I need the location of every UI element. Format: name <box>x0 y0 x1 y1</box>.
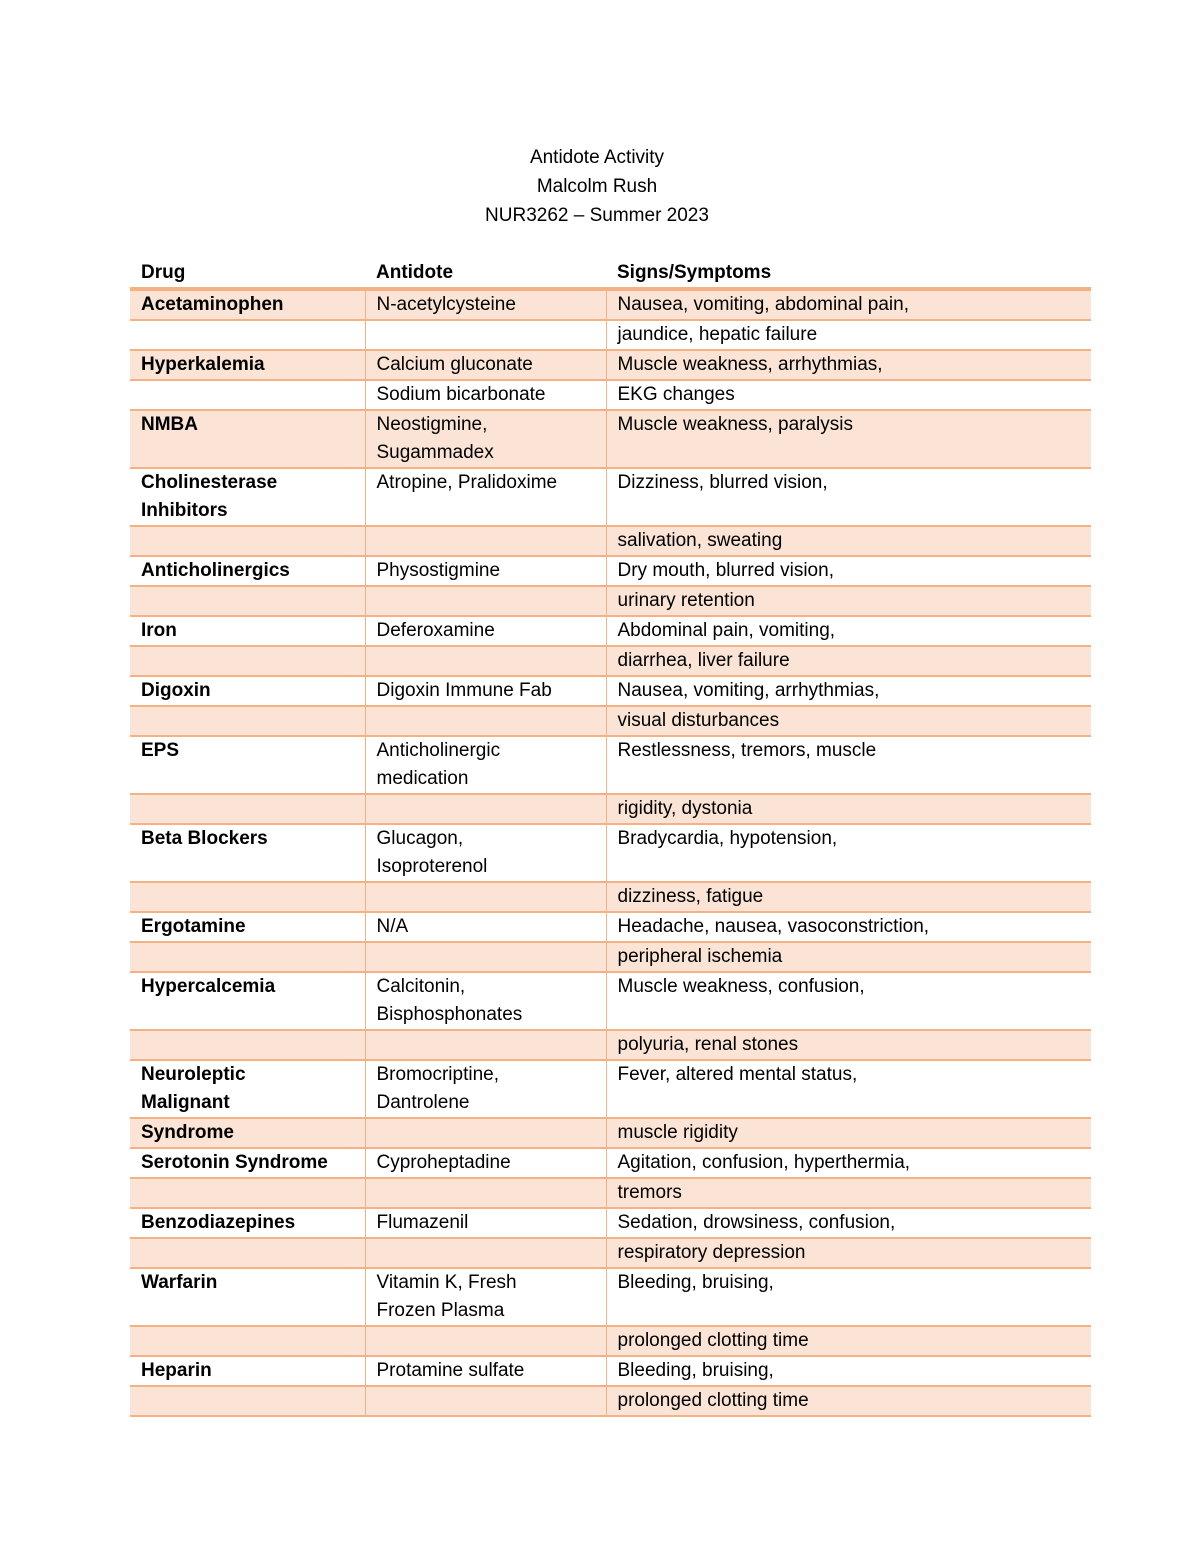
antidote-cell-line: N/A <box>376 916 409 937</box>
signs-cell-line: peripheral ischemia <box>617 946 783 967</box>
antidote-cell-line: Sugammadex <box>376 442 494 463</box>
signs-cell-line: dizziness, fatigue <box>617 886 764 907</box>
signs-cell <box>606 556 1091 586</box>
table-row <box>130 1178 1091 1208</box>
drug-cell <box>130 526 365 556</box>
signs-cell <box>606 1208 1091 1238</box>
antidote-cell <box>365 556 606 586</box>
drug-cell-line: Iron <box>141 620 177 641</box>
signs-cell <box>606 1118 1091 1148</box>
antidote-cell <box>365 586 606 616</box>
drug-cell <box>130 882 365 912</box>
signs-cell <box>606 320 1091 350</box>
signs-cell <box>606 289 1091 320</box>
antidote-cell <box>365 676 606 706</box>
signs-cell-line: Abdominal pain, vomiting, <box>617 620 836 641</box>
drug-cell <box>130 1178 365 1208</box>
signs-cell-line: Bradycardia, hypotension, <box>617 828 838 849</box>
table-row <box>130 1326 1091 1356</box>
document-heading <box>0 143 1194 230</box>
signs-cell-line: urinary retention <box>617 590 755 611</box>
signs-cell <box>606 972 1091 1030</box>
antidote-cell <box>365 1178 606 1208</box>
signs-cell <box>606 794 1091 824</box>
signs-cell <box>606 882 1091 912</box>
antidote-cell-line: Physostigmine <box>376 560 501 581</box>
antidote-cell-line: Glucagon, <box>376 828 464 849</box>
table-row <box>130 972 1091 1030</box>
drug-cell-line: NMBA <box>141 414 198 435</box>
table-row <box>130 468 1091 526</box>
drug-cell <box>130 380 365 410</box>
antidote-cell <box>365 1386 606 1416</box>
signs-cell <box>606 586 1091 616</box>
signs-cell-line: prolonged clotting time <box>617 1330 809 1351</box>
drug-cell-line: EPS <box>141 740 180 761</box>
signs-cell <box>606 1386 1091 1416</box>
table-row <box>130 289 1091 320</box>
table-row <box>130 526 1091 556</box>
drug-cell <box>130 676 365 706</box>
signs-cell-line: Nausea, vomiting, abdominal pain, <box>617 294 910 315</box>
signs-cell-line: EKG changes <box>617 384 735 405</box>
drug-cell <box>130 1326 365 1356</box>
antidote-cell <box>365 526 606 556</box>
drug-cell <box>130 1148 365 1178</box>
signs-cell <box>606 1268 1091 1326</box>
drug-cell <box>130 1208 365 1238</box>
table-row <box>130 586 1091 616</box>
antidote-cell <box>365 824 606 882</box>
column-header-drug: Drug <box>130 257 365 289</box>
antidote-cell <box>365 289 606 320</box>
antidote-cell-line: Anticholinergic <box>376 740 501 761</box>
signs-cell-line: Sedation, drowsiness, confusion, <box>617 1212 896 1233</box>
drug-cell <box>130 1030 365 1060</box>
antidote-cell-line: Calcitonin, <box>376 976 466 997</box>
antidote-cell <box>365 1268 606 1326</box>
antidote-cell-line: Deferoxamine <box>376 620 495 641</box>
drug-cell-line: Anticholinergics <box>141 560 290 581</box>
antidote-cell-line: medication <box>376 768 469 789</box>
antidote-cell-line: Sodium bicarbonate <box>376 384 546 405</box>
signs-cell-line: salivation, sweating <box>617 530 783 551</box>
signs-cell <box>606 824 1091 882</box>
drug-cell-line: Inhibitors <box>141 500 228 521</box>
signs-cell-line: Dry mouth, blurred vision, <box>617 560 834 581</box>
antidote-cell-line: Isoproterenol <box>376 856 488 877</box>
signs-cell <box>606 676 1091 706</box>
drug-cell <box>130 616 365 646</box>
author-name: Malcolm Rush <box>536 176 658 197</box>
antidote-cell <box>365 1326 606 1356</box>
table-row <box>130 1356 1091 1386</box>
drug-cell-line: Acetaminophen <box>141 294 284 315</box>
drug-cell-line: Ergotamine <box>141 916 246 937</box>
drug-cell <box>130 350 365 380</box>
table-row <box>130 794 1091 824</box>
drug-cell <box>130 289 365 320</box>
signs-cell <box>606 942 1091 972</box>
table-row <box>130 824 1091 882</box>
antidote-cell <box>365 1238 606 1268</box>
drug-cell-line: Beta Blockers <box>141 828 268 849</box>
antidote-cell <box>365 972 606 1030</box>
table-row <box>130 942 1091 972</box>
drug-cell-line: Digoxin <box>141 680 211 701</box>
antidote-cell-line: Bisphosphonates <box>376 1004 523 1025</box>
antidote-cell <box>365 1356 606 1386</box>
antidote-cell <box>365 794 606 824</box>
drug-cell <box>130 1060 365 1118</box>
antidote-cell-line: Calcium gluconate <box>376 354 533 375</box>
antidote-cell <box>365 468 606 526</box>
drug-cell <box>130 586 365 616</box>
table-row <box>130 1060 1091 1118</box>
signs-cell-line: Fever, altered mental status, <box>617 1064 858 1085</box>
antidote-cell <box>365 912 606 942</box>
table-row <box>130 706 1091 736</box>
drug-cell <box>130 646 365 676</box>
antidote-cell-line: Protamine sulfate <box>376 1360 525 1381</box>
signs-cell-line: polyuria, renal stones <box>617 1034 799 1055</box>
table-header-row <box>130 257 1091 289</box>
table-row <box>130 882 1091 912</box>
antidote-cell-line: Bromocriptine, <box>376 1064 499 1085</box>
table-row <box>130 646 1091 676</box>
drug-cell-line: Heparin <box>141 1360 212 1381</box>
drug-cell <box>130 912 365 942</box>
signs-cell-line: Restlessness, tremors, muscle <box>617 740 877 761</box>
signs-cell <box>606 1238 1091 1268</box>
column-header-signs: Signs/Symptoms <box>606 257 1091 289</box>
antidote-cell <box>365 706 606 736</box>
table-row <box>130 616 1091 646</box>
signs-cell <box>606 616 1091 646</box>
signs-cell <box>606 1148 1091 1178</box>
document-title: Antidote Activity <box>529 147 665 168</box>
signs-cell <box>606 526 1091 556</box>
table-row <box>130 1118 1091 1148</box>
drug-cell <box>130 972 365 1030</box>
signs-cell-line: respiratory depression <box>617 1242 806 1263</box>
drug-cell <box>130 1118 365 1148</box>
drug-cell <box>130 1238 365 1268</box>
table-row <box>130 410 1091 468</box>
antidote-cell-line: Frozen Plasma <box>376 1300 505 1321</box>
signs-cell-line: diarrhea, liver failure <box>617 650 790 671</box>
signs-cell <box>606 646 1091 676</box>
table-row <box>130 1386 1091 1416</box>
antidote-cell <box>365 1118 606 1148</box>
drug-cell-line: Serotonin Syndrome <box>141 1152 328 1173</box>
drug-cell <box>130 824 365 882</box>
signs-cell-line: Agitation, confusion, hyperthermia, <box>617 1152 911 1173</box>
signs-cell <box>606 1356 1091 1386</box>
drug-cell <box>130 706 365 736</box>
signs-cell-line: prolonged clotting time <box>617 1390 809 1411</box>
drug-cell <box>130 1356 365 1386</box>
antidote-cell <box>365 616 606 646</box>
signs-cell <box>606 1178 1091 1208</box>
table-row <box>130 912 1091 942</box>
signs-cell <box>606 468 1091 526</box>
table-row <box>130 1238 1091 1268</box>
drug-cell-line: Malignant <box>141 1092 230 1113</box>
antidote-cell <box>365 410 606 468</box>
table-row <box>130 676 1091 706</box>
antidote-cell <box>365 882 606 912</box>
antidote-cell-line: Atropine, Pralidoxime <box>376 472 558 493</box>
table-row <box>130 1208 1091 1238</box>
signs-cell <box>606 1326 1091 1356</box>
antidote-cell-line: N-acetylcysteine <box>376 294 516 315</box>
signs-cell-line: muscle rigidity <box>617 1122 738 1143</box>
antidote-cell-line: Vitamin K, Fresh <box>376 1272 517 1293</box>
antidote-cell <box>365 320 606 350</box>
signs-cell-line: Muscle weakness, arrhythmias, <box>617 354 883 375</box>
drug-cell <box>130 468 365 526</box>
drug-cell-line: Benzodiazepines <box>141 1212 296 1233</box>
signs-cell <box>606 912 1091 942</box>
signs-cell <box>606 410 1091 468</box>
table-row <box>130 320 1091 350</box>
antidote-table <box>130 257 1091 1417</box>
table-row <box>130 1030 1091 1060</box>
signs-cell-line: rigidity, dystonia <box>617 798 753 819</box>
signs-cell-line: Headache, nausea, vasoconstriction, <box>617 916 930 937</box>
antidote-cell <box>365 1060 606 1118</box>
table-row <box>130 1148 1091 1178</box>
table-row <box>130 1268 1091 1326</box>
signs-cell-line: Dizziness, blurred vision, <box>617 472 828 493</box>
antidote-cell <box>365 350 606 380</box>
antidote-cell <box>365 1148 606 1178</box>
signs-cell-line: jaundice, hepatic failure <box>617 324 818 345</box>
drug-cell-line: Cholinesterase <box>141 472 278 493</box>
antidote-cell <box>365 646 606 676</box>
signs-cell-line: Nausea, vomiting, arrhythmias, <box>617 680 880 701</box>
antidote-cell-line: Flumazenil <box>376 1212 469 1233</box>
drug-cell <box>130 794 365 824</box>
table-row <box>130 350 1091 380</box>
table-row <box>130 380 1091 410</box>
antidote-cell-line: Cyproheptadine <box>376 1152 511 1173</box>
antidote-cell-line: Dantrolene <box>376 1092 470 1113</box>
antidote-cell-line: Digoxin Immune Fab <box>376 680 552 701</box>
antidote-cell-line: Neostigmine, <box>376 414 488 435</box>
signs-cell <box>606 736 1091 794</box>
signs-cell <box>606 706 1091 736</box>
antidote-cell <box>365 380 606 410</box>
antidote-cell <box>365 1030 606 1060</box>
drug-cell <box>130 320 365 350</box>
drug-cell-line: Syndrome <box>141 1122 234 1143</box>
signs-cell-line: Muscle weakness, confusion, <box>617 976 865 997</box>
column-header-antidote: Antidote <box>365 257 606 289</box>
signs-cell-line: visual disturbances <box>617 710 780 731</box>
drug-cell-line: Neuroleptic <box>141 1064 246 1085</box>
signs-cell-line: tremors <box>617 1182 682 1203</box>
drug-cell-line: Hypercalcemia <box>141 976 276 997</box>
antidote-cell <box>365 1208 606 1238</box>
signs-cell-line: Bleeding, bruising, <box>617 1272 774 1293</box>
signs-cell-line: Muscle weakness, paralysis <box>617 414 853 435</box>
drug-cell <box>130 736 365 794</box>
drug-cell <box>130 556 365 586</box>
drug-cell <box>130 1386 365 1416</box>
signs-cell-line: Bleeding, bruising, <box>617 1360 774 1381</box>
drug-cell <box>130 942 365 972</box>
table-row <box>130 736 1091 794</box>
drug-cell <box>130 1268 365 1326</box>
drug-cell <box>130 410 365 468</box>
signs-cell <box>606 380 1091 410</box>
antidote-cell <box>365 942 606 972</box>
antidote-cell <box>365 736 606 794</box>
course-label: NUR3262 – Summer 2023 <box>485 205 709 226</box>
signs-cell <box>606 1030 1091 1060</box>
drug-cell-line: Warfarin <box>141 1272 218 1293</box>
table-row <box>130 556 1091 586</box>
drug-cell-line: Hyperkalemia <box>141 354 265 375</box>
signs-cell <box>606 1060 1091 1118</box>
signs-cell <box>606 350 1091 380</box>
table-body <box>130 289 1091 1416</box>
